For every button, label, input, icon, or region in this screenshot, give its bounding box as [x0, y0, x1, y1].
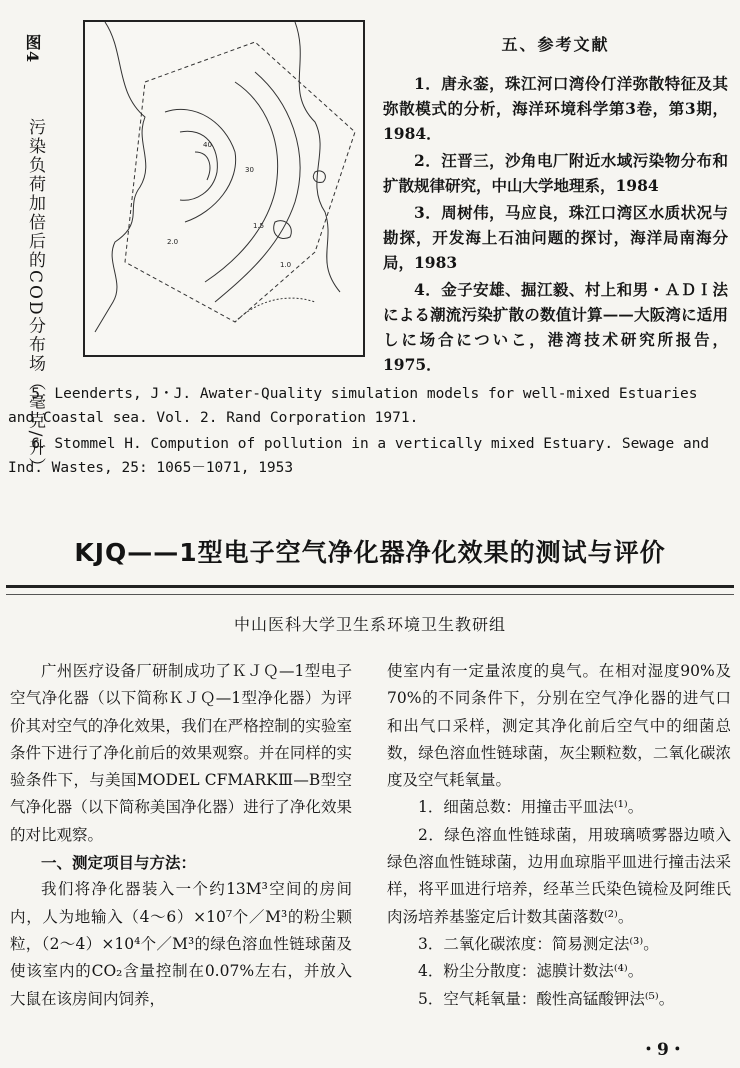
reference-1: 1．唐永銮，珠江河口湾伶仃洋弥散特征及其弥散模式的分析，海洋环境科学第3卷，第3期，1984．	[383, 74, 728, 143]
contour-3	[195, 152, 210, 180]
right-column	[387, 658, 731, 1013]
reference-4: 4．金子安雄、掘江毅、村上和男・ＡＤＩ法による潮流污染扩散の数值计算——大阪湾に适用しに场合についこ，港湾技术研究所报告，1975．	[383, 280, 728, 374]
map-drawing	[85, 22, 363, 355]
reference-3: 3．周树伟，马应良，珠江口湾区水质状况与勘探，开发海上石油问题的探讨，海洋局南海分局，1983	[383, 203, 728, 272]
methods-paragraph: 我们将净化器装入一个约13M³空间的房间内，人为地输入（4～6）×10⁷个／M³的粉尘颗粒，（2～4）×10⁴个／M³的绿色溶血性链球菌及使该室内的CO₂含量控制在0.07%左右，并放入大鼠在该房间内饲养，	[10, 880, 352, 1008]
article-title: KJQ——1型电子空气净化器净化效果的测试与评价	[74, 538, 666, 567]
article-affiliation: 中山医科大学卫生系环境卫生教研组	[233, 615, 506, 634]
section-heading-methods: 一、测定项目与方法：	[41, 853, 197, 873]
method-item-4: 4．粉尘分散度：滤膜计数法⁽⁴⁾。	[418, 962, 644, 981]
title-divider	[6, 585, 734, 595]
island-2	[313, 171, 325, 182]
coastline-east	[295, 22, 340, 292]
reference-5: 5．Leenderts, J・J. Awater-Quality simulation models for well-mixed Estuaries and Coastal sea. Vol. 2. Rand Corporation 1971.	[8, 386, 698, 426]
method-item-3: 3．二氧化碳浓度：简易测定法⁽³⁾。	[418, 934, 659, 953]
method-item-1: 1．细菌总数：用撞击平皿法⁽¹⁾。	[418, 798, 644, 817]
references-heading: 五、参考文献	[501, 35, 610, 54]
methods-continuation: 使室内有一定量浓度的臭气。在相对湿度90%及70%的不同条件下，分别在空气净化器的进气口和出气口采样，测定其净化前后空气中的细菌总数，绿色溶血性链球菌，灰尘颗粒数，二氧化碳浓度及空气耗氧量。	[387, 662, 731, 790]
method-item-5: 5．空气耗氧量：酸性高锰酸钾法⁽⁵⁾。	[418, 989, 675, 1008]
figure-label: 图4	[23, 34, 42, 64]
contour-value-3: 2.0	[167, 238, 179, 246]
contour-value-4: 1.5	[253, 222, 265, 230]
cod-distribution-map	[83, 20, 365, 357]
reference-6: 6．Stommel H. Compution of pollution in a vertically mixed Estuary. Sewage and Ind. Wastes, 25: 1065－1071, 1953	[8, 436, 710, 476]
contour-value-2: 30	[245, 166, 254, 174]
channel	[235, 298, 315, 322]
references-wide	[8, 382, 730, 482]
left-column	[10, 658, 352, 1013]
reference-2: 2．汪晋三，沙角电厂附近水域污染物分布和扩散规律研究，中山大学地理系，1984	[383, 151, 728, 195]
contour-value-1: 40	[203, 141, 212, 149]
coastline-west	[95, 22, 146, 332]
page-number: ・9・	[640, 1040, 686, 1060]
method-item-2: 2．绿色溶血性链球菌，用玻璃喷雾器边喷入绿色溶血性链球菌，边用血琼脂平皿进行撞击法采样，将平皿进行培养，经革兰氏染色镜检及阿维氏肉汤培养基鉴定后计数其菌落数⁽²⁾。	[387, 825, 731, 926]
contour-value-5: 1.0	[280, 261, 292, 269]
contour-1	[165, 109, 236, 222]
references-section	[383, 32, 728, 379]
figure-caption: 污染负荷加倍后的COD分布场（毫克/升）	[25, 118, 45, 477]
intro-paragraph: 广州医疗设备厂研制成功了ＫＪＱ—1型电子空气净化器（以下简称ＫＪＱ—1型净化器）为评价其对空气的净化效果，我们在严格控制的实验室条件下进行了净化前后的效果观察。并在同样的实验条件下，与美国MODEL CFMARKⅢ—B型空气净化器（以下简称美国净化器）进行了净化效果的对比观察。	[10, 662, 352, 844]
